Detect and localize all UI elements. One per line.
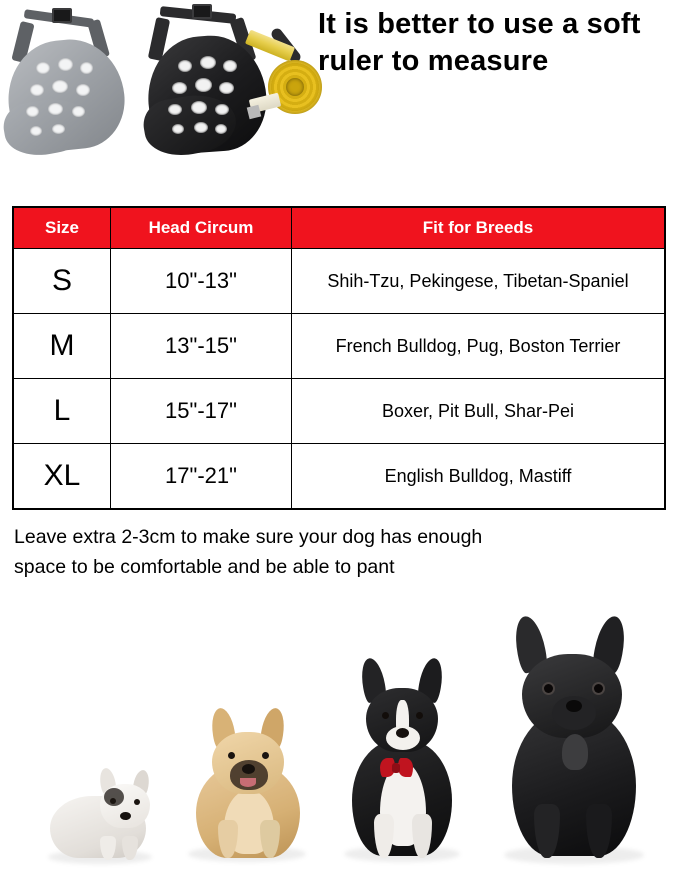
black-french-bulldog-photo [490, 614, 660, 864]
table-row [13, 379, 665, 444]
vent-hole [58, 58, 73, 71]
vent-hole [200, 56, 216, 69]
cell-breeds: French Bulldog, Pug, Boston Terrier [292, 314, 666, 379]
table-body [13, 249, 665, 510]
vent-hole [30, 126, 42, 136]
vent-hole [223, 60, 237, 72]
sizing-note-line1: Leave extra 2-3cm to make sure your dog has enough [14, 526, 483, 548]
sizing-note-line2: space to be comfortable and be able to pant [14, 556, 395, 579]
bowtie-lobe-right [398, 758, 413, 777]
dog-photo-row [0, 590, 679, 870]
dog-chest-highlight [562, 734, 588, 770]
vent-hole [36, 62, 50, 74]
table-row [13, 444, 665, 510]
vent-hole [30, 84, 44, 96]
vent-hole [178, 60, 192, 72]
column-header-fit-for-breeds: Fit for Breeds [292, 207, 666, 249]
headline-text: It is better to use a soft ruler to measure [318, 8, 641, 78]
vent-hole [168, 104, 182, 115]
table-row [13, 249, 665, 314]
cell-head-circum: 10"-13" [111, 249, 292, 314]
column-header-head-circum: Head Circum [111, 207, 292, 249]
fawn-french-bulldog-photo [178, 694, 318, 864]
table-header-row [13, 207, 665, 249]
bowtie-knot [392, 763, 400, 773]
vent-hole [52, 80, 68, 93]
cell-size: M [13, 314, 111, 379]
sizing-note [14, 522, 665, 582]
vent-hole [172, 124, 184, 134]
cell-size: XL [13, 444, 111, 510]
tape-strip [245, 30, 295, 62]
tape-measure-photo [246, 34, 324, 130]
cell-size: L [13, 379, 111, 444]
product-photo-group [0, 4, 310, 194]
boston-terrier-bowtie-photo [332, 654, 472, 864]
cell-head-circum: 15"-17" [111, 379, 292, 444]
black-muzzle-buckle [192, 4, 212, 19]
tape-hub [286, 78, 304, 96]
white-french-bulldog-photo [42, 754, 162, 864]
vent-hole [76, 84, 90, 96]
vent-hole [26, 106, 39, 117]
vent-hole [191, 101, 207, 114]
vent-hole [52, 124, 65, 134]
vent-hole [72, 106, 85, 117]
cell-breeds: Shih-Tzu, Pekingese, Tibetan-Spaniel [292, 249, 666, 314]
cell-breeds: Boxer, Pit Bull, Shar-Pei [292, 379, 666, 444]
vent-hole [195, 78, 212, 92]
size-chart-table [12, 206, 666, 510]
cell-breeds: English Bulldog, Mastiff [292, 444, 666, 510]
vent-hole [219, 82, 234, 94]
header-section [0, 0, 679, 200]
vent-hole [172, 82, 187, 94]
grey-muzzle-buckle [52, 8, 72, 23]
cell-head-circum: 13"-15" [111, 314, 292, 379]
vent-hole [215, 104, 229, 115]
vent-hole [80, 62, 93, 74]
cell-size: S [13, 249, 111, 314]
tape-metal-tip [247, 105, 262, 120]
table-row [13, 314, 665, 379]
column-header-size: Size [13, 207, 111, 249]
table-header [13, 207, 665, 249]
cell-head-circum: 17"-21" [111, 444, 292, 510]
vent-hole [48, 103, 63, 115]
vent-hole [215, 124, 227, 134]
vent-hole [194, 122, 208, 133]
